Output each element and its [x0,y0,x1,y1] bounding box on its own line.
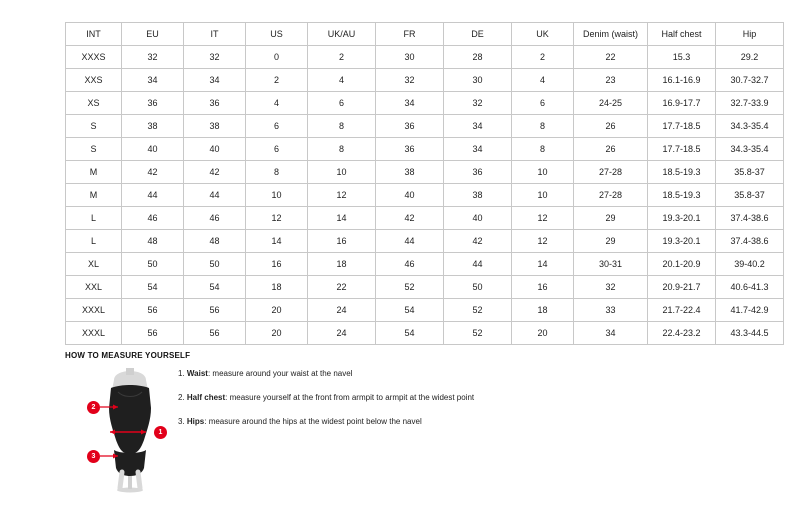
cell-uk: 20 [512,322,574,345]
cell-it: 48 [184,230,246,253]
cell-uk: 12 [512,230,574,253]
cell-int: XXS [66,69,122,92]
cell-denim-waist: 27-28 [574,184,648,207]
cell-half-chest: 20.1-20.9 [648,253,716,276]
cell-eu: 44 [122,184,184,207]
cell-int: XS [66,92,122,115]
cell-us: 0 [246,46,308,69]
cell-uk-au: 4 [308,69,376,92]
cell-de: 42 [444,230,512,253]
cell-denim-waist: 29 [574,207,648,230]
cell-eu: 40 [122,138,184,161]
cell-us: 14 [246,230,308,253]
column-header-denim-waist: Denim (waist) [574,23,648,46]
cell-de: 52 [444,299,512,322]
cell-int: L [66,207,122,230]
cell-half-chest: 18.5-19.3 [648,161,716,184]
cell-uk-au: 8 [308,115,376,138]
cell-us: 18 [246,276,308,299]
table-row [66,161,784,184]
cell-hip: 43.3-44.5 [716,322,784,345]
cell-us: 10 [246,184,308,207]
cell-eu: 48 [122,230,184,253]
cell-half-chest: 16.1-16.9 [648,69,716,92]
cell-eu: 34 [122,69,184,92]
cell-hip: 35.8-37 [716,161,784,184]
column-header-uk: UK [512,23,574,46]
cell-int: S [66,138,122,161]
table-row [66,253,784,276]
table-row [66,207,784,230]
cell-de: 28 [444,46,512,69]
column-header-uk-au: UK/AU [308,23,376,46]
cell-uk: 8 [512,138,574,161]
instruction-waist [178,368,638,379]
cell-hip: 41.7-42.9 [716,299,784,322]
table-row [66,69,784,92]
figure-badge-1: 1 [154,426,167,439]
cell-eu: 36 [122,92,184,115]
cell-half-chest: 17.7-18.5 [648,115,716,138]
table-row [66,184,784,207]
cell-us: 20 [246,299,308,322]
column-header-hip: Hip [716,23,784,46]
cell-fr: 34 [376,92,444,115]
cell-denim-waist: 26 [574,115,648,138]
instruction-number: 3. [178,417,185,426]
size-chart-table [65,22,784,345]
cell-fr: 32 [376,69,444,92]
cell-fr: 54 [376,299,444,322]
table-row [66,115,784,138]
cell-it: 54 [184,276,246,299]
table-row [66,230,784,253]
cell-uk: 12 [512,207,574,230]
cell-half-chest: 19.3-20.1 [648,207,716,230]
cell-uk: 18 [512,299,574,322]
cell-it: 34 [184,69,246,92]
cell-hip: 30.7-32.7 [716,69,784,92]
cell-int: XXXS [66,46,122,69]
instruction-number: 1. [178,369,185,378]
cell-us: 6 [246,138,308,161]
column-header-fr: FR [376,23,444,46]
cell-hip: 37.4-38.6 [716,230,784,253]
cell-uk-au: 8 [308,138,376,161]
cell-fr: 38 [376,161,444,184]
cell-de: 30 [444,69,512,92]
cell-uk-au: 6 [308,92,376,115]
cell-denim-waist: 32 [574,276,648,299]
column-header-half-chest: Half chest [648,23,716,46]
cell-denim-waist: 30-31 [574,253,648,276]
cell-uk-au: 14 [308,207,376,230]
cell-int: M [66,184,122,207]
cell-us: 20 [246,322,308,345]
cell-uk-au: 2 [308,46,376,69]
cell-eu: 46 [122,207,184,230]
column-header-de: DE [444,23,512,46]
cell-uk-au: 24 [308,322,376,345]
cell-us: 16 [246,253,308,276]
cell-half-chest: 22.4-23.2 [648,322,716,345]
cell-uk: 6 [512,92,574,115]
column-header-int: INT [66,23,122,46]
cell-uk: 2 [512,46,574,69]
cell-de: 52 [444,322,512,345]
how-to-measure-heading: HOW TO MEASURE YOURSELF [65,351,191,360]
figure-badge-3: 3 [87,450,100,463]
column-header-eu: EU [122,23,184,46]
cell-uk-au: 12 [308,184,376,207]
cell-denim-waist: 26 [574,138,648,161]
cell-fr: 54 [376,322,444,345]
cell-uk: 10 [512,184,574,207]
cell-it: 40 [184,138,246,161]
table-row [66,322,784,345]
cell-denim-waist: 29 [574,230,648,253]
cell-fr: 40 [376,184,444,207]
cell-de: 34 [444,138,512,161]
cell-half-chest: 17.7-18.5 [648,138,716,161]
cell-hip: 34.3-35.4 [716,115,784,138]
table-row [66,138,784,161]
table-header-row [66,23,784,46]
cell-eu: 42 [122,161,184,184]
cell-denim-waist: 34 [574,322,648,345]
table-row [66,276,784,299]
cell-hip: 34.3-35.4 [716,138,784,161]
cell-uk: 10 [512,161,574,184]
figure-badge-2: 2 [87,401,100,414]
cell-it: 56 [184,299,246,322]
cell-half-chest: 15.3 [648,46,716,69]
instruction-half-chest [178,392,638,403]
instruction-text: : measure yourself at the front from armpit to armpit at the widest point [225,393,475,402]
column-header-it: IT [184,23,246,46]
cell-fr: 42 [376,207,444,230]
cell-de: 40 [444,207,512,230]
measurement-figure [78,368,178,493]
cell-de: 44 [444,253,512,276]
cell-uk-au: 18 [308,253,376,276]
cell-half-chest: 18.5-19.3 [648,184,716,207]
cell-de: 50 [444,276,512,299]
cell-uk-au: 10 [308,161,376,184]
instruction-term: Hips [186,417,205,426]
cell-half-chest: 20.9-21.7 [648,276,716,299]
measurement-instructions [178,368,638,440]
cell-denim-waist: 23 [574,69,648,92]
cell-us: 2 [246,69,308,92]
cell-hip: 39-40.2 [716,253,784,276]
cell-int: XL [66,253,122,276]
cell-int: S [66,115,122,138]
cell-int: L [66,230,122,253]
cell-it: 56 [184,322,246,345]
cell-uk: 14 [512,253,574,276]
instruction-number: 2. [178,393,185,402]
cell-us: 6 [246,115,308,138]
cell-denim-waist: 24-25 [574,92,648,115]
column-header-us: US [246,23,308,46]
cell-uk: 8 [512,115,574,138]
cell-uk: 4 [512,69,574,92]
cell-eu: 32 [122,46,184,69]
cell-it: 50 [184,253,246,276]
cell-denim-waist: 27-28 [574,161,648,184]
cell-it: 42 [184,161,246,184]
table-row [66,46,784,69]
cell-hip: 40.6-41.3 [716,276,784,299]
cell-it: 36 [184,92,246,115]
cell-half-chest: 19.3-20.1 [648,230,716,253]
cell-eu: 38 [122,115,184,138]
cell-int: XXXL [66,299,122,322]
cell-hip: 37.4-38.6 [716,207,784,230]
cell-int: XXXL [66,322,122,345]
instruction-text: : measure around your waist at the navel [207,369,353,378]
cell-uk: 16 [512,276,574,299]
cell-de: 38 [444,184,512,207]
cell-uk-au: 22 [308,276,376,299]
cell-denim-waist: 22 [574,46,648,69]
instruction-term: Waist [186,369,208,378]
cell-fr: 52 [376,276,444,299]
cell-fr: 36 [376,115,444,138]
instruction-text: : measure around the hips at the widest point below the navel [204,417,422,426]
cell-de: 32 [444,92,512,115]
cell-de: 34 [444,115,512,138]
cell-it: 44 [184,184,246,207]
cell-hip: 35.8-37 [716,184,784,207]
cell-fr: 36 [376,138,444,161]
cell-eu: 56 [122,322,184,345]
table-row [66,299,784,322]
cell-eu: 54 [122,276,184,299]
cell-eu: 56 [122,299,184,322]
cell-half-chest: 16.9-17.7 [648,92,716,115]
cell-us: 12 [246,207,308,230]
cell-fr: 30 [376,46,444,69]
size-chart-container [65,22,769,345]
cell-uk-au: 24 [308,299,376,322]
cell-uk-au: 16 [308,230,376,253]
cell-hip: 29.2 [716,46,784,69]
cell-us: 8 [246,161,308,184]
cell-hip: 32.7-33.9 [716,92,784,115]
cell-it: 46 [184,207,246,230]
cell-eu: 50 [122,253,184,276]
instruction-term: Half chest [186,393,226,402]
cell-denim-waist: 33 [574,299,648,322]
cell-int: M [66,161,122,184]
cell-fr: 46 [376,253,444,276]
cell-de: 36 [444,161,512,184]
table-row [66,92,784,115]
cell-half-chest: 21.7-22.4 [648,299,716,322]
cell-fr: 44 [376,230,444,253]
cell-it: 38 [184,115,246,138]
cell-it: 32 [184,46,246,69]
cell-us: 4 [246,92,308,115]
instruction-hips [178,416,638,427]
cell-int: XXL [66,276,122,299]
